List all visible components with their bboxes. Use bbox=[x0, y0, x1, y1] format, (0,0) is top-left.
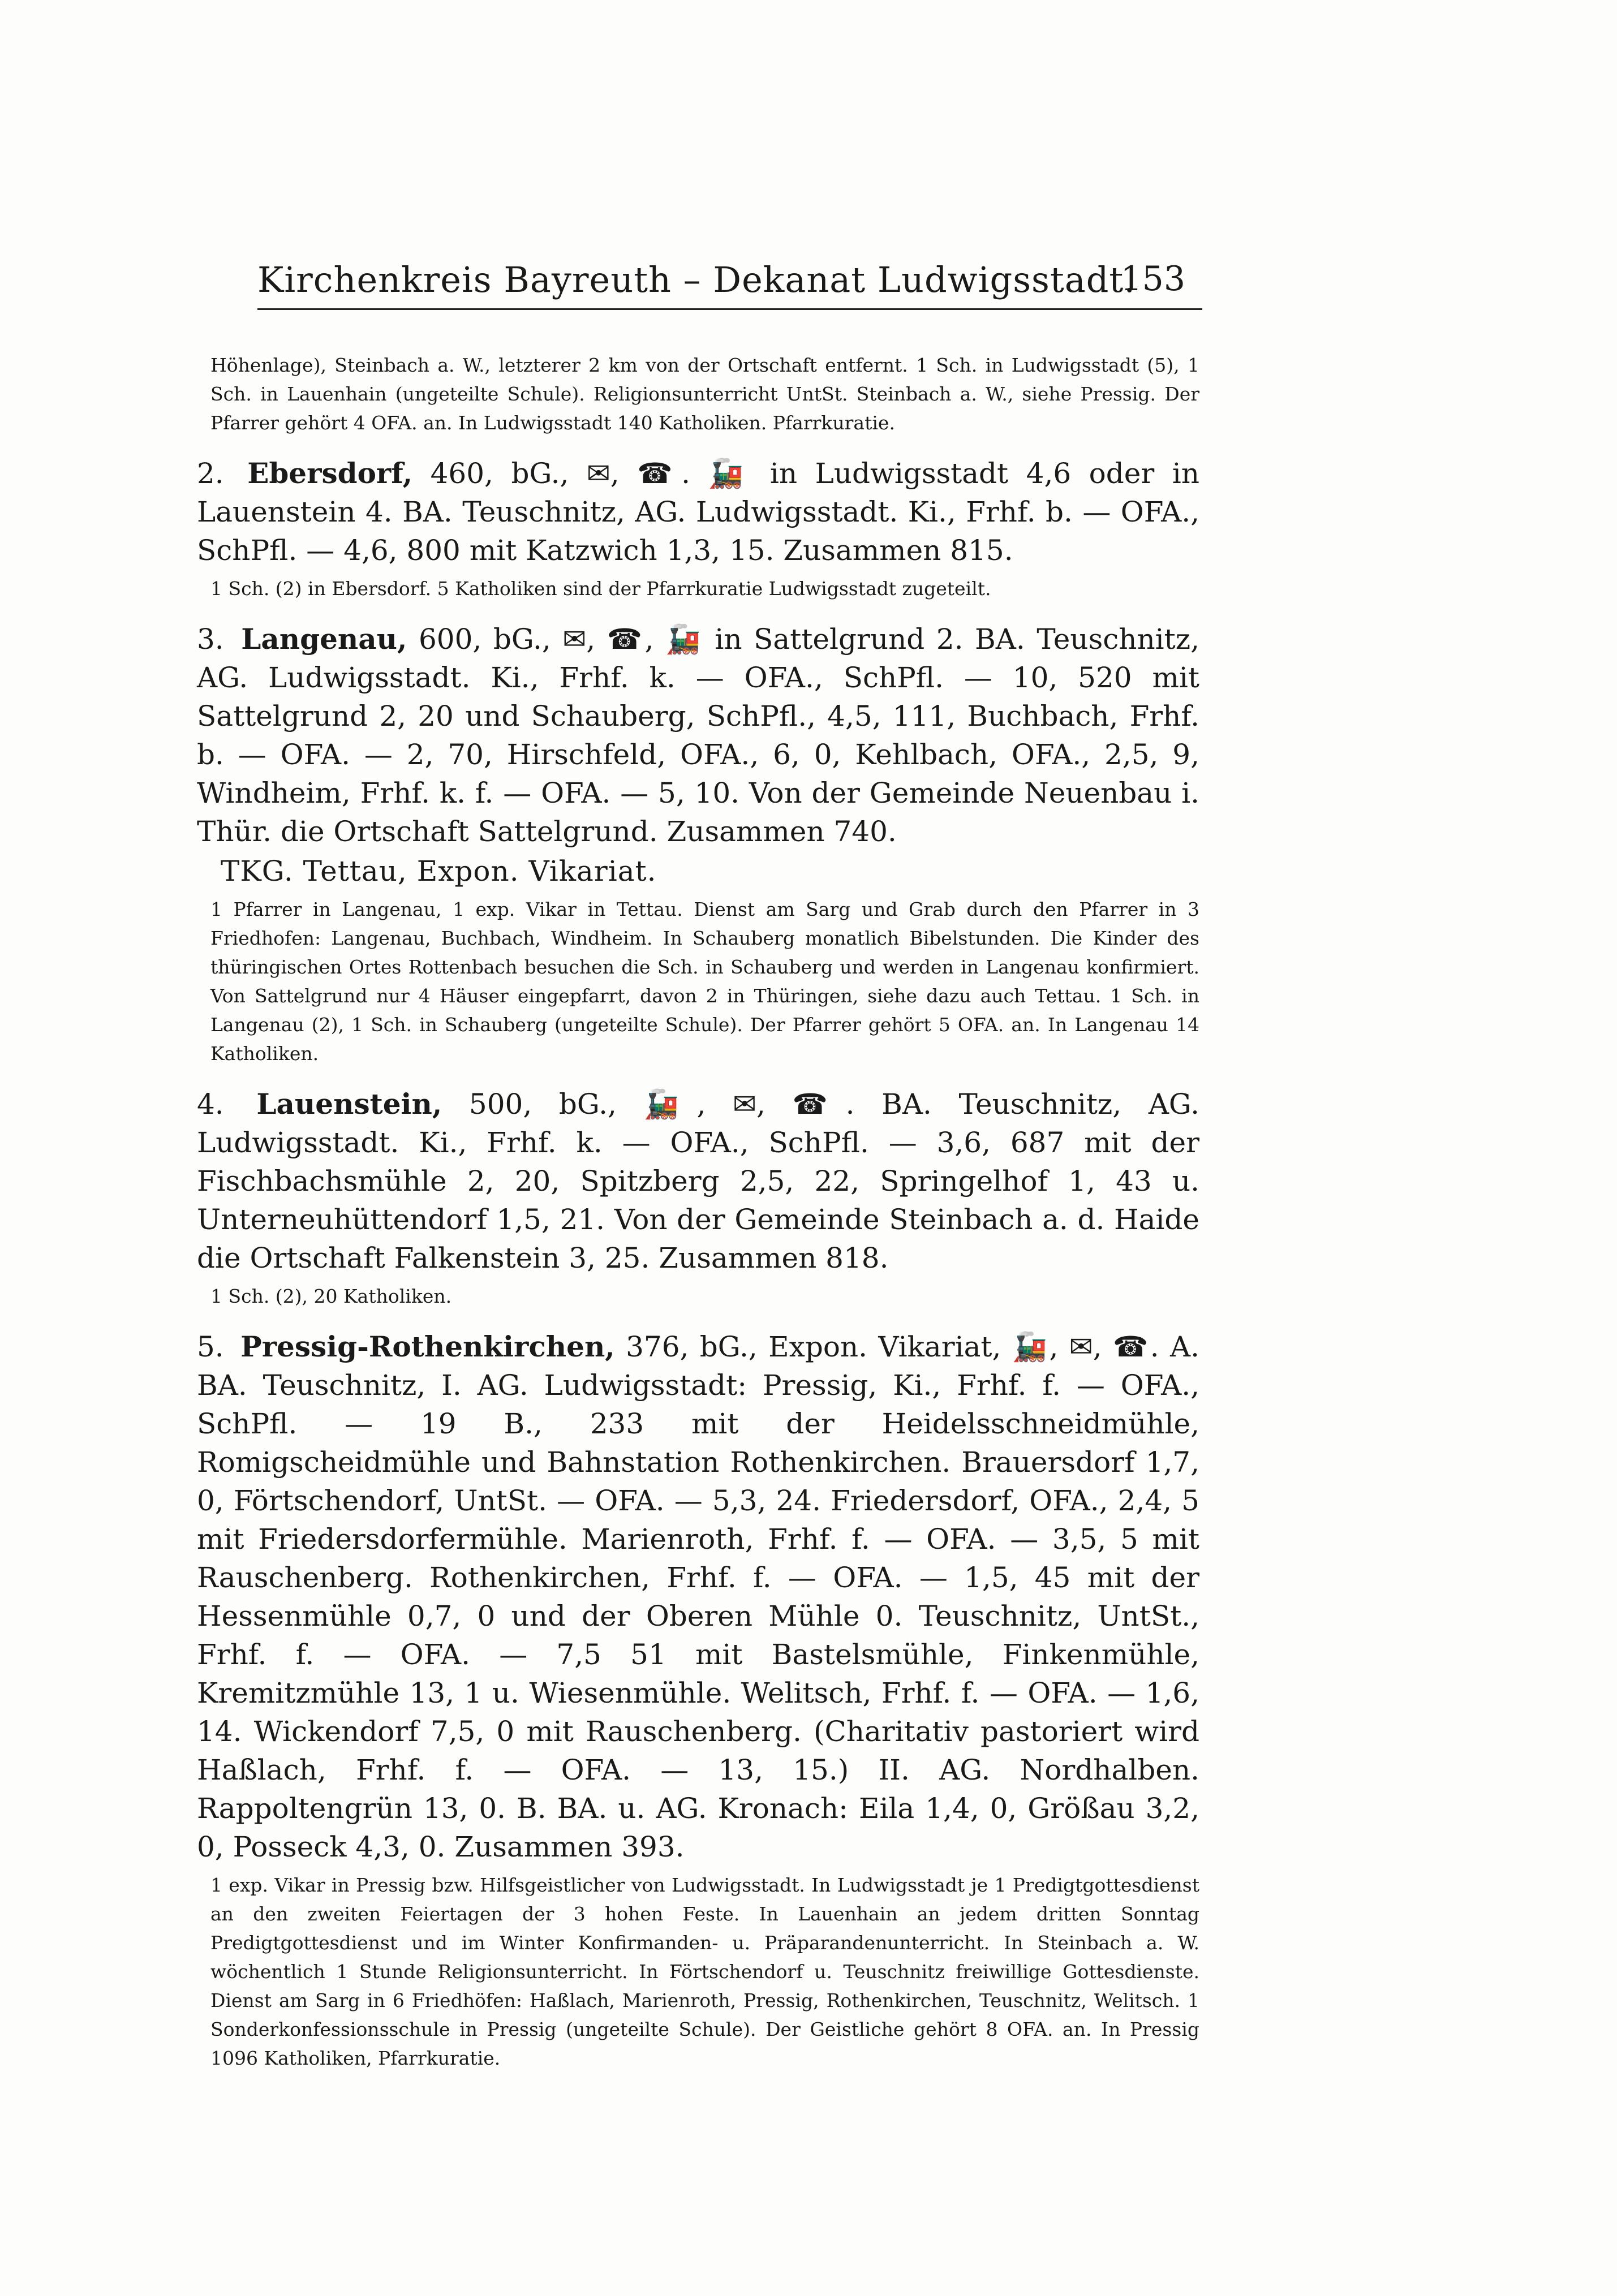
entry-name: Ebersdorf, bbox=[247, 456, 413, 490]
entry-number: 3. bbox=[197, 623, 224, 656]
entry-langenau bbox=[197, 620, 1199, 851]
page-body bbox=[170, 351, 1199, 2161]
entry-number: 4. bbox=[197, 1088, 224, 1121]
entry-pressig-rothenkirchen bbox=[197, 1328, 1199, 1866]
page-header bbox=[257, 249, 1202, 310]
entry-text: 376, bG., Expon. Vikariat, 🚂, ✉, ☎. A. BA. Teuschnitz, I. AG. Ludwigsstadt: Pressig, Ki., Frhf. f. — OFA., SchPfl. — 19 B., 233 mit der Heidelsschneidmühle, Romigscheidmühle und Bahnstation Rothenkirchen. Brauersdorf 1,7, 0, Förtschendorf, UntSt. — OFA. — 5,3, 24. Friedersdorf, OFA., 2,4, 5 mit Friedersdorfermühle. Marienroth, Frhf. f. — OFA. — 3,5, 5 mit Rauschenberg. Rothenkirchen, Frhf. f. — OFA. — 1,5, 45 mit der Hessenmühle 0,7, 0 und der Oberen Mühle 0. Teuschnitz, UntSt., Frhf. f. — OFA. — 7,5 51 mit Bastelsmühle, Finkenmühle, Kremitzmühle 13, 1 u. Wiesenmühle. Welitsch, Frhf. f. — OFA. — 1,6, 14. Wickendorf 7,5, 0 mit Rauschenberg. (Charitativ pastoriert wird Haßlach, Frhf. f. — OFA. — 13, 15.) II. AG. Nordhalben. Rappoltengrün 13, 0. B. BA. u. AG. Kronach: Eila 1,4, 0, Größau 3,2, 0, Posseck 4,3, 0. Zusammen 393. bbox=[197, 1330, 1199, 1863]
entry-lauenstein bbox=[197, 1085, 1199, 1277]
entry-note: 1 Sch. (2), 20 Katholiken. bbox=[210, 1285, 452, 1307]
entry-subline: TKG. Tettau, Expon. Vikariat. bbox=[221, 855, 657, 888]
running-head: Kirchenkreis Bayreuth – Dekanat Ludwigsstadt. bbox=[257, 259, 1136, 300]
intro-note: Höhenlage), Steinbach a. W., letzterer 2 km von der Ortschaft entfernt. 1 Sch. in Ludwigsstadt (5), 1 Sch. in Lauenhain (ungeteilte Schule). Religionsunterricht UntSt. Steinbach a. W., siehe Pressig. Der Pfarrer gehört 4 OFA. an. In Ludwigsstadt 140 Katholiken. Pfarrkuratie. bbox=[210, 354, 1199, 434]
page-number: 153 bbox=[1120, 259, 1185, 299]
entry-text: 600, bG., ✉, ☎, 🚂 in Sattelgrund 2. BA. Teuschnitz, AG. Ludwigsstadt. Ki., Frhf. k. — OFA., SchPfl. — 10, 520 mit Sattelgrund 2, 20 und Schauberg, SchPfl., 4,5, 111, Buchbach, Frhf. b. — OFA. — 2, 70, Hirschfeld, OFA., 6, 0, Kehlbach, OFA., 2,5, 9, Windheim, Frhf. k. f. — OFA. — 5, 10. Von der Gemeinde Neuenbau i. Thür. die Ortschaft Sattelgrund. Zusammen 740. bbox=[197, 623, 1199, 848]
entry-note: 1 Pfarrer in Langenau, 1 exp. Vikar in Tettau. Dienst am Sarg und Grab durch den Pfarrer in 3 Friedhofen: Langenau, Buchbach, Windheim. In Schauberg monatlich Bibelstunden. Die Kinder des thüringischen Ortes Rottenbach besuchen die Sch. in Schauberg und werden in Langenau konfirmiert. Von Sattelgrund nur 4 Häuser eingepfarrt, davon 2 in Thüringen, siehe dazu auch Tettau. 1 Sch. in Langenau (2), 1 Sch. in Schauberg (ungeteilte Schule). Der Pfarrer gehört 5 OFA. an. In Langenau 14 Katholiken. bbox=[210, 898, 1199, 1065]
entry-ebersdorf bbox=[197, 454, 1199, 570]
entry-name: Pressig-Rothenkirchen, bbox=[240, 1330, 615, 1363]
entry-name: Lauenstein, bbox=[256, 1087, 442, 1121]
entry-text: 500, bG., 🚂, ✉, ☎. BA. Teuschnitz, AG. Ludwigsstadt. Ki., Frhf. k. — OFA., SchPfl. — 3,6, 687 mit der Fischbachsmühle 2, 20, Spitzberg 2,5, 22, Springelhof 1, 43 u. Unterneuhüttendorf 1,5, 21. Von der Gemeinde Steinbach a. d. Haide die Ortschaft Falkenstein 3, 25. Zusammen 818. bbox=[197, 1088, 1199, 1274]
entry-number: 2. bbox=[197, 457, 224, 490]
entry-note: 1 exp. Vikar in Pressig bzw. Hilfsgeistlicher von Ludwigsstadt. In Ludwigsstadt je 1 Predigtgottesdienst an den zweiten Feiertagen der 3 hohen Feste. In Lauenhain an jedem dritten Sonntag Predigtgottesdienst und im Winter Konfirmanden- u. Präparandenunterricht. In Steinbach a. W. wöchentlich 1 Stunde Religionsunterricht. In Förtschendorf u. Teuschnitz freiwillige Gottesdienste. Dienst am Sarg in 6 Friedhöfen: Haßlach, Marienroth, Pressig, Rothenkirchen, Teuschnitz, Welitsch. 1 Sonderkonfessionsschule in Pressig (ungeteilte Schule). Der Geistliche gehört 8 OFA. an. In Pressig 1096 Katholiken, Pfarrkuratie. bbox=[210, 1874, 1199, 2069]
entry-name: Langenau, bbox=[241, 622, 407, 656]
entry-note: 1 Sch. (2) in Ebersdorf. 5 Katholiken sind der Pfarrkuratie Ludwigsstadt zugeteilt. bbox=[210, 578, 991, 600]
entry-text: 460, bG., ✉, ☎. 🚂 in Ludwigsstadt 4,6 oder in Lauenstein 4. BA. Teuschnitz, AG. Ludwigsstadt. Ki., Frhf. b. — OFA., SchPfl. — 4,6, 800 mit Katzwich 1,3, 15. Zusammen 815. bbox=[197, 457, 1199, 567]
entry-number: 5. bbox=[197, 1330, 224, 1363]
